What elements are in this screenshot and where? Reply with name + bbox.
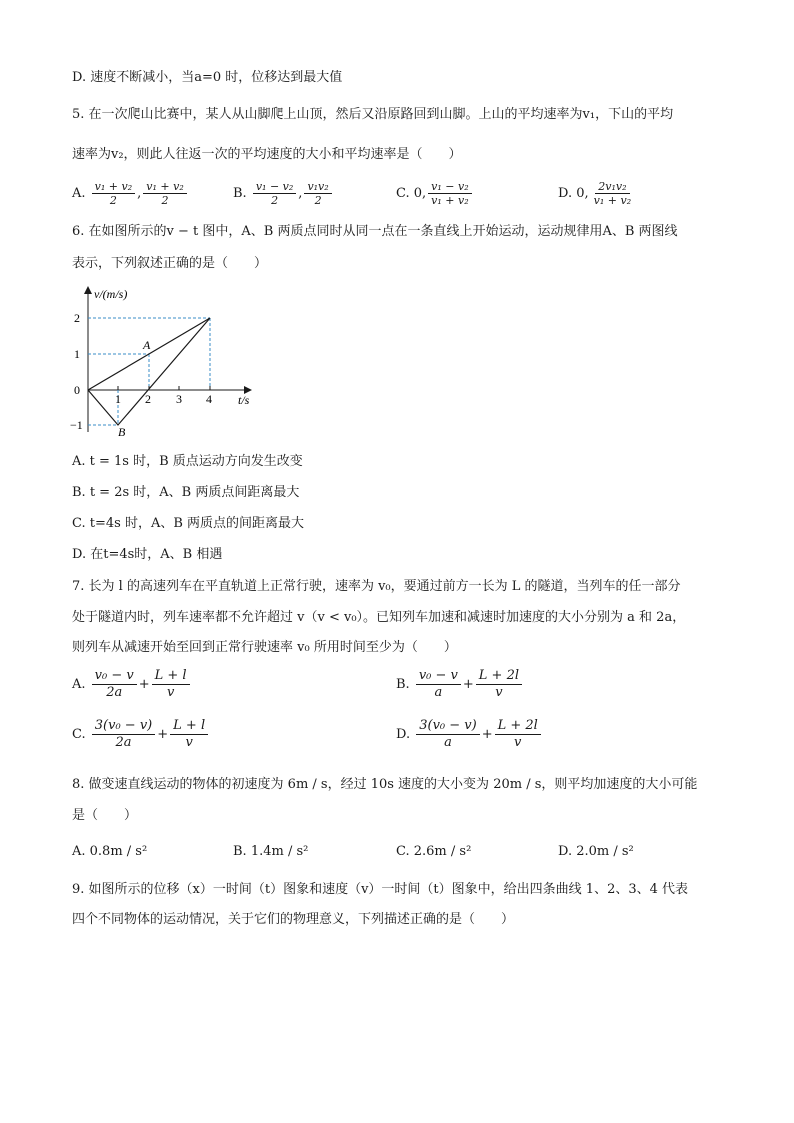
q6-option-a: A. t = 1s 时，B 质点运动方向发生改变 xyxy=(72,454,303,469)
q5-option-d: D. 0, $\frac{\text{2v₁v₂}}{\text{v₁ + v₂}}$ xyxy=(558,180,632,207)
y-axis-label: v/(m/s) xyxy=(94,287,128,301)
q5-option-a: A. $\frac{\text{v₁ + v₂}}{2}$ , $\frac{\text{v₁ + v₂}}{2}$ xyxy=(72,180,189,207)
q9-stem-line1: 9. 如图所示的位移（x）一时间（t）图象和速度（v）一时间（t）图象中，给出四条曲线 1、2、3、4 代表 xyxy=(72,882,689,897)
label-a: A xyxy=(143,338,151,352)
x-axis-label: t/s xyxy=(238,393,250,407)
xtick-1: 1 xyxy=(115,392,121,406)
q8-stem-line2: 是（ ） xyxy=(72,808,138,823)
q8-stem-line1: 8. 做变速直线运动的物体的初速度为 6m / s，经过 10s 速度的大小变为 20m / s，则平均加速度的大小可能 xyxy=(72,777,698,792)
q7-stem-line1: 7. 长为 l 的高速列车在平直轨道上正常行驶，速率为 v₀，要通过前方一长为 L 的隧道，当列车的任一部分 xyxy=(72,579,681,594)
q8-option-d: D. 2.0m / s² xyxy=(558,844,634,859)
q5-option-b: B. $\frac{\text{v₁ − v₂}}{2}$ , $\frac{\text{v₁v₂}}{2}$ xyxy=(233,180,334,207)
q6-stem-line1: 6. 在如图所示的v − t 图中，A、B 两质点同时从同一点在一条直线上开始运动，运动规律用A、B 两图线 xyxy=(72,224,678,239)
q5-stem-line2: 速率为v₂，则此人往返一次的平均速度的大小和平均速率是（ ） xyxy=(72,147,462,162)
q8-option-a: A. 0.8m / s² xyxy=(72,844,148,859)
q6-option-c: C. t=4s 时，A、B 两质点的间距离最大 xyxy=(72,516,305,531)
ytick-1: 1 xyxy=(74,347,80,361)
q7-stem-line3: 则列车从减速开始至回到正常行驶速率 v₀ 所用时间至少为（ ） xyxy=(72,640,457,655)
label-b: B xyxy=(118,425,126,439)
xtick-4: 4 xyxy=(206,392,212,406)
xtick-2: 2 xyxy=(145,392,151,406)
q4-option-d: D. 速度不断减小，当a=0 时，位移达到最大值 xyxy=(72,70,343,85)
q7-stem-line2: 处于隧道内时，列车速率都不允许超过 v（v < v₀）。已知列车加速和减速时加速度的大小分别为 a 和 2a， xyxy=(72,610,686,625)
q7-option-b: B. $\frac{\text{v₀ − v}}{a}$ + $\frac{L + 2l}{v}$ xyxy=(396,668,524,701)
q7-option-d: D. $\frac{\text{3(v₀ − v)}}{a}$ + $\frac{L + 2l}{v}$ xyxy=(396,718,543,751)
q6-option-b: B. t = 2s 时，A、B 两质点间距离最大 xyxy=(72,485,300,500)
ytick-2: 2 xyxy=(74,311,80,325)
ytick-0: 0 xyxy=(74,383,80,397)
q9-stem-line2: 四个不同物体的运动情况，关于它们的物理意义，下列描述正确的是（ ） xyxy=(72,912,515,927)
q8-option-b: B. 1.4m / s² xyxy=(233,844,309,859)
q6-vt-graph xyxy=(70,282,270,442)
q6-stem-line2: 表示，下列叙述正确的是（ ） xyxy=(72,256,268,271)
q6-option-d: D. 在t=4s时，A、B 相遇 xyxy=(72,547,223,562)
q5-option-c: C. 0, $\frac{\text{v₁ − v₂}}{\text{v₁ + v₂}}$ xyxy=(396,180,474,207)
q7-option-a: A. $\frac{\text{v₀ − v}}{2a}$ + $\frac{L + l}{v}$ xyxy=(72,668,192,701)
ytick-m1: −1 xyxy=(70,418,83,432)
q7-option-c: C. $\frac{\text{3(v₀ − v)}}{2a}$ + $\frac{L + l}{v}$ xyxy=(72,718,210,751)
q5-stem-line1: 5. 在一次爬山比赛中，某人从山脚爬上山顶，然后又沿原路回到山脚。上山的平均速率为v₁，下山的平均 xyxy=(72,107,674,122)
xtick-3: 3 xyxy=(176,392,182,406)
q8-option-c: C. 2.6m / s² xyxy=(396,844,472,859)
